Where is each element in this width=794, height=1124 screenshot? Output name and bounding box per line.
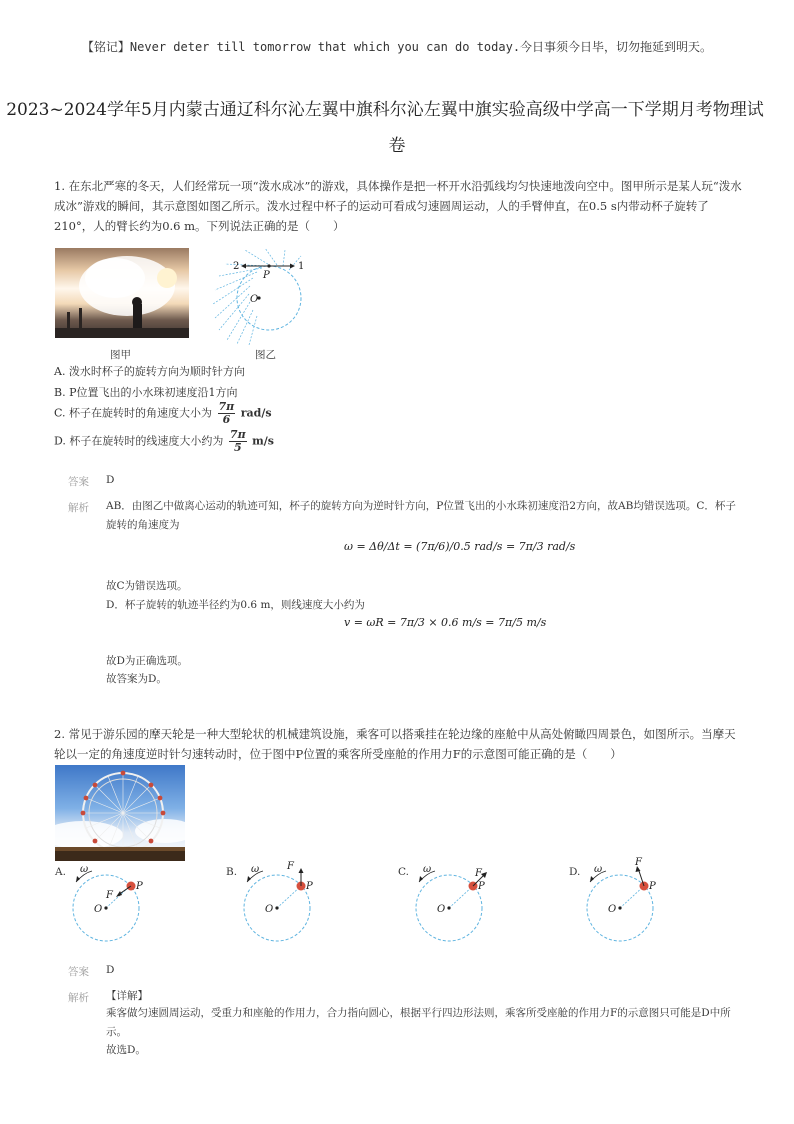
- q1-option-c-unit: rad/s: [240, 406, 272, 420]
- q2-choice-d-letter[interactable]: D.: [569, 866, 581, 878]
- label-point-p: P: [306, 881, 313, 892]
- q1-explain-2: 故C为错误选项。: [106, 580, 188, 592]
- label-point-p: P: [136, 881, 143, 892]
- q1-option-d-text: D. 杯子在旋转时的线速度大小约为: [54, 434, 224, 448]
- diagram-splash-circle: [205, 246, 315, 346]
- q2-choice-a-diagram[interactable]: [66, 860, 166, 945]
- label-force: F: [106, 890, 113, 901]
- q1-option-c[interactable]: [54, 401, 272, 426]
- page-title: [0, 92, 794, 164]
- q2-choice-c-diagram[interactable]: [409, 856, 509, 945]
- q1-option-c-denominator: 6: [222, 413, 231, 426]
- photo-ferris-illustration: [55, 765, 185, 861]
- label-center-o: O: [608, 904, 617, 915]
- label-omega: ω: [80, 864, 89, 875]
- q1-option-d-fraction: [229, 429, 247, 454]
- label-direction-1: 1: [298, 261, 305, 272]
- label-omega: ω: [594, 864, 603, 875]
- q2-choice-b-letter[interactable]: B.: [226, 866, 238, 878]
- q2-explain-title: 【详解】: [106, 990, 148, 1002]
- label-omega: ω: [251, 864, 260, 875]
- label-force: F: [635, 857, 642, 868]
- label-center-o: O: [437, 904, 446, 915]
- question-1-text: 1. 在东北严寒的冬天，人们经常玩一项“泼水成冰”的游戏，具体操作是把一杯开水沿弧线均匀快速地泼向空中。图甲所示是某人玩“泼水成冰”游戏的瞬间，其示意图如图乙所示。泼水过程中杯子的运动可看成匀速圆周运动，人的手臂伸直，在0.5 s内带动杯子旋转了210°，人的臂长约为0.6 m。下列说法正确的是（ ）: [54, 179, 742, 233]
- caption-figure-b: 图乙: [255, 349, 276, 361]
- q1-explain-5: 故答案为D。: [106, 673, 167, 685]
- q2-explain-label: 解析: [68, 992, 89, 1004]
- title-line-2: 卷: [388, 136, 406, 156]
- q2-choice-a-letter[interactable]: A.: [55, 866, 66, 878]
- q1-option-c-fraction: [218, 401, 236, 426]
- q1-answer-value: D: [106, 474, 115, 486]
- label-center-o: O: [250, 294, 259, 305]
- photo-splash-water: [55, 248, 189, 338]
- q1-option-a[interactable]: A. 泼水时杯子的旋转方向为顺时针方向: [54, 365, 245, 378]
- label-force: F: [475, 868, 482, 879]
- q1-option-c-numerator: 7π: [218, 400, 235, 413]
- q1-explain-label: 解析: [68, 502, 89, 514]
- header-motto: 【铭记】Never deter till tomorrow that which you can do today.今日事须今日毕，切勿拖延到明天。: [81, 40, 713, 54]
- q2-explain-1: 乘客做匀速圆周运动，受重力和座舱的作用力，合力指向圆心，根据平行四边形法则，乘客所受座舱的作用力F的示意图只可能是D中所示。: [106, 1007, 731, 1038]
- q1-formula-2: v = ωR = 7π/3 × 0.6 m/s = 7π/5 m/s: [344, 616, 547, 629]
- photo-ferris-wheel: [55, 765, 185, 861]
- label-center-o: O: [94, 904, 103, 915]
- q1-answer-label: 答案: [68, 476, 89, 488]
- q1-option-d[interactable]: [54, 429, 274, 454]
- photo-illustration: [55, 248, 189, 338]
- q2-choice-c-letter[interactable]: C.: [398, 866, 409, 878]
- label-center-o: O: [265, 904, 274, 915]
- q2-choice-d-diagram[interactable]: [580, 856, 680, 945]
- q1-option-d-denominator: 5: [233, 441, 242, 454]
- q1-option-d-unit: m/s: [252, 434, 274, 448]
- q1-option-b[interactable]: B. P位置飞出的小水珠初速度沿1方向: [54, 386, 238, 399]
- label-direction-2: 2: [233, 261, 240, 272]
- q1-option-c-text: C. 杯子在旋转时的角速度大小为: [54, 406, 213, 420]
- label-point-p: P: [263, 270, 270, 281]
- label-point-p: P: [649, 881, 656, 892]
- q2-answer-value: D: [106, 964, 115, 976]
- question-2-text: 2. 常见于游乐园的摩天轮是一种大型轮状的机械建筑设施，乘客可以搭乘挂在轮边缘的座舱中从高处俯瞰四周景色，如图所示。当摩天轮以一定的角速度逆时针匀速转动时，位于图中P位置的乘客所受座舱的作用力F的示意图可能正确的是（ ）: [54, 727, 736, 761]
- caption-figure-a: 图甲: [110, 349, 131, 361]
- q2-answer-label: 答案: [68, 966, 89, 978]
- q1-formula-1: ω = Δθ/Δt = (7π/6)/0.5 rad/s = 7π/3 rad/s: [344, 540, 576, 553]
- label-omega: ω: [423, 864, 432, 875]
- label-point-p: P: [478, 881, 485, 892]
- q1-option-d-numerator: 7π: [229, 428, 246, 441]
- q1-explain-3: D．杯子旋转的轨迹半径约为0.6 m，则线速度大小约为: [106, 599, 365, 611]
- q2-choice-b-diagram[interactable]: [237, 856, 337, 945]
- q1-explain-4: 故D为正确选项。: [106, 655, 188, 667]
- q1-explain-1: AB．由图乙中做离心运动的轨迹可知，杯子的旋转方向为逆时针方向，P位置飞出的小水珠初速度沿2方向，故AB均错误选项。C．杯子旋转的角速度为: [106, 500, 736, 531]
- title-line-1: 2023~2024学年5月内蒙古通辽科尔沁左翼中旗科尔沁左翼中旗实验高级中学高一下学期月考物理试: [6, 100, 764, 120]
- label-force: F: [287, 861, 294, 872]
- q2-explain-2: 故选D。: [106, 1044, 146, 1056]
